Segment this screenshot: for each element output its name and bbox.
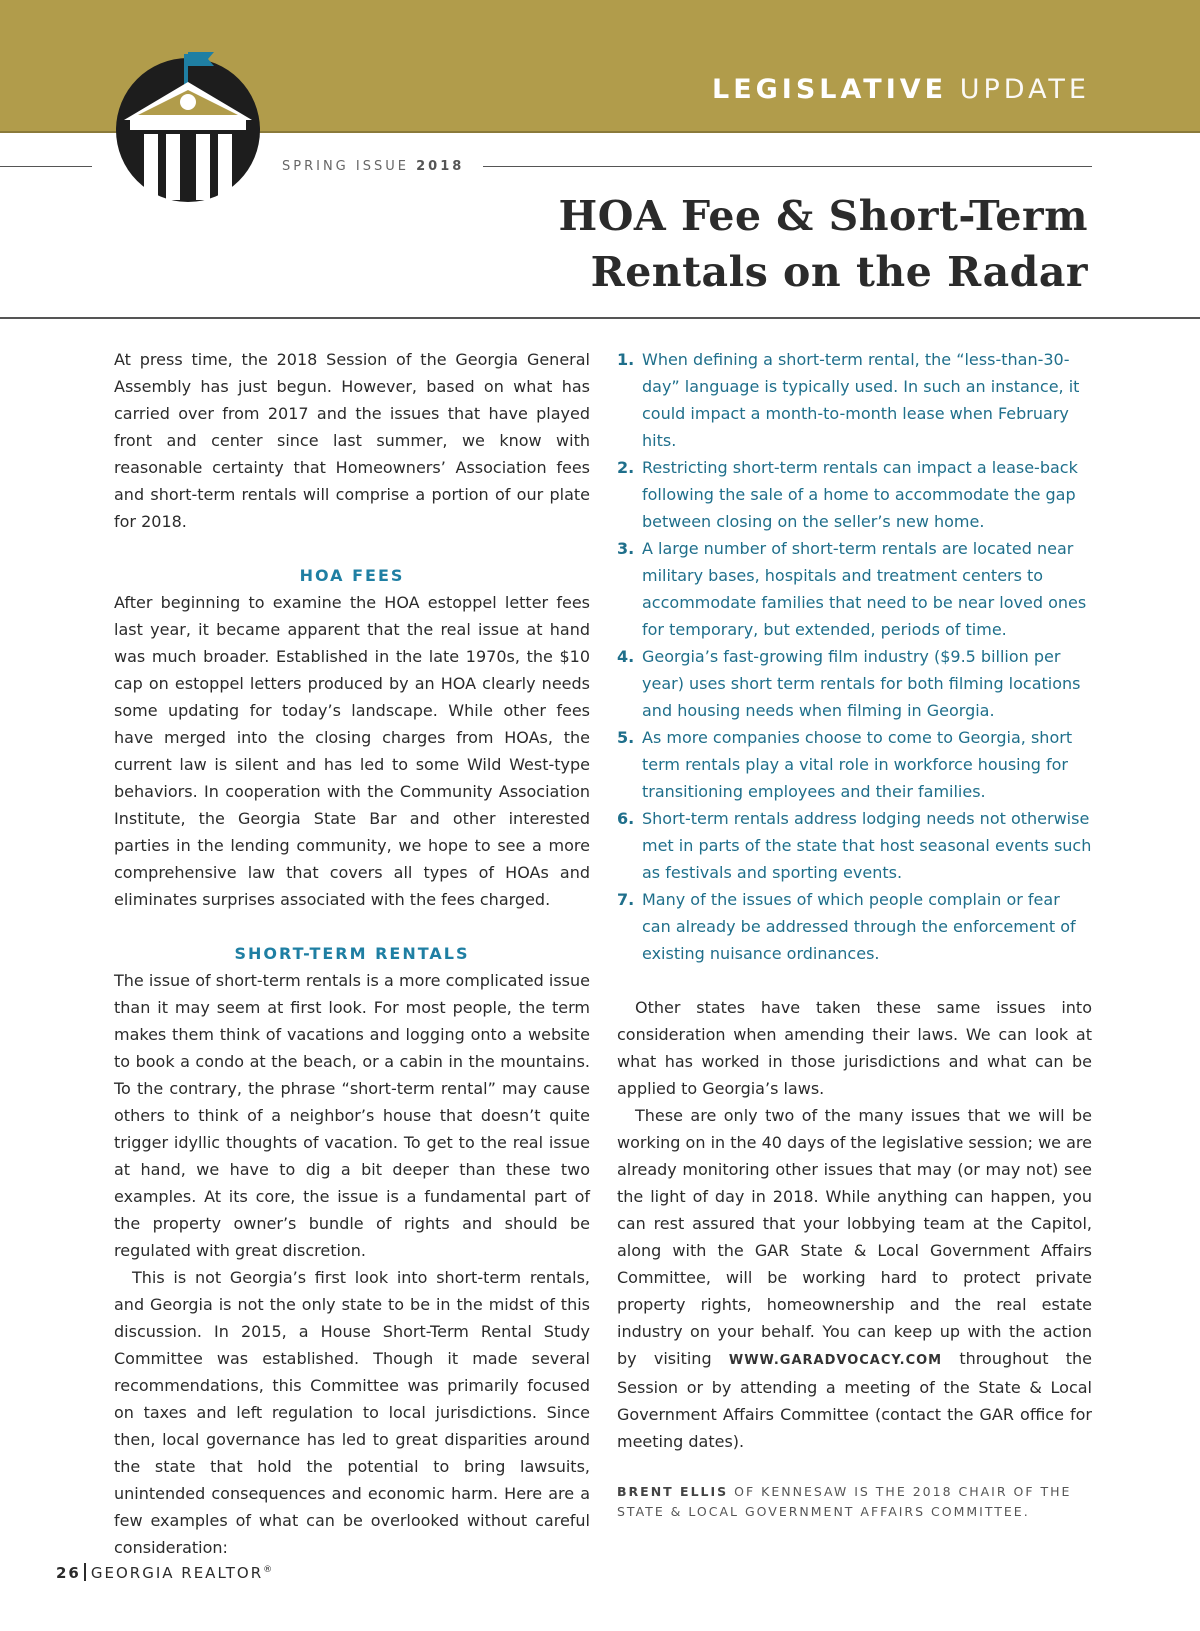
list-item-number: 1. xyxy=(617,350,635,369)
section-title-light: UPDATE xyxy=(959,74,1090,105)
intro-paragraph: At press time, the 2018 Session of the Georgia General Assembly has just begun. However, based on what has carried over from 2017 and the issues that have played front and center since last summer, we know with reasonable certainty that Homeowners’ Association fees and short-term rentals will comprise a portion of our plate for 2018. xyxy=(114,350,590,531)
left-column xyxy=(114,346,590,1561)
short-term-rentals-paragraph-2: This is not Georgia’s first look into short-term rentals, and Georgia is not the only state to be in the midst of this discussion. In 2015, a House Short-Term Rental Study Committee was established. Though it made several recommendations, this Committee was primarily focused on taxes and left regulation to local jurisdictions. Since then, local governance has led to great disparities around the state that hold the potential to bring lawsuits, unintended consequences and economic harm. Here are a few examples of what can be overlooked without careful consideration: xyxy=(114,1268,590,1557)
list-item xyxy=(617,454,1092,535)
author-bio xyxy=(617,1482,1092,1522)
issue-prefix: SPRING ISSUE xyxy=(282,159,409,174)
closing-text-after: throughout the Session or by attending a meeting of the State & Local Government Affairs Committee (contact the GAR office for meeting dates). xyxy=(617,1349,1092,1451)
list-item-number: 3. xyxy=(617,539,635,558)
hoa-fees-heading: HOA FEES xyxy=(299,566,405,585)
footer-divider xyxy=(84,1563,86,1581)
list-item xyxy=(617,643,1092,724)
article-title-line2: Rentals on the Radar xyxy=(590,248,1088,296)
capitol-logo-icon xyxy=(108,46,268,206)
list-item-number: 5. xyxy=(617,728,635,747)
closing-text-before: These are only two of the many issues that we will be working on in the 40 days of the legislative session; we are already monitoring other issues that may (or may not) see the light of day in 2018. While anything can happen, you can rest assured that your lobbying team at the Capitol, along with the GAR State & Local Government Affairs Committee, will be working hard to protect private property rights, homeownership and the real estate industry on your behalf. You can keep up with the action by visiting xyxy=(617,1106,1092,1368)
list-item xyxy=(617,886,1092,967)
right-column xyxy=(617,346,1092,1522)
issue-rule-right xyxy=(483,166,1092,167)
author-description: OF KENNESAW IS THE 2018 CHAIR OF THE STATE & LOCAL GOVERNMENT AFFAIRS COMMITTEE. xyxy=(617,1484,1072,1519)
list-item xyxy=(617,346,1092,454)
publication-name: GEORGIA REALTOR xyxy=(90,1564,264,1582)
list-item-number: 4. xyxy=(617,647,635,666)
list-item-text: Short-term rentals address lodging needs not otherwise met in parts of the state that host seasonal events such as festivals and sporting events. xyxy=(642,809,1092,882)
hoa-fees-paragraph: After beginning to examine the HOA estoppel letter fees last year, it became apparent that the real issue at hand was much broader. Established in the late 1970s, the $10 cap on estoppel letters produced by an HOA clearly needs some updating for today’s landscape. While other fees have merged into the closing charges from HOAs, the current law is silent and has led to some Wild West-type behaviors. In cooperation with the Community Association Institute, the Georgia State Bar and other interested parties in the lending community, we hope to see a more comprehensive law that covers all types of HOAs and eliminates surprises associated with the fees charged. xyxy=(114,593,590,909)
registered-mark: ® xyxy=(263,1565,275,1575)
list-item-text: Many of the issues of which people complain or fear can already be addressed through the enforcement of existing nuisance ordinances. xyxy=(642,890,1076,963)
page-footer xyxy=(56,1563,274,1582)
list-item xyxy=(617,724,1092,805)
short-term-rentals-heading: SHORT-TERM RENTALS xyxy=(234,944,470,963)
list-item-number: 7. xyxy=(617,890,635,909)
list-item-number: 2. xyxy=(617,458,635,477)
list-item-text: Restricting short-term rentals can impact a lease-back following the sale of a home to accommodate the gap between closing on the seller’s new home. xyxy=(642,458,1078,531)
section-title-bold: LEGISLATIVE xyxy=(712,74,948,105)
list-item-text: As more companies choose to come to Georgia, short term rentals play a vital role in workforce housing for transitioning employees and their families. xyxy=(642,728,1073,801)
author-name: BRENT ELLIS xyxy=(617,1484,729,1499)
list-item-text: A large number of short-term rentals are located near military bases, hospitals and treatment centers to accommodate families that need to be near loved ones for temporary, but extended, periods of time. xyxy=(642,539,1087,639)
website-link[interactable]: WWW.GARADVOCACY.COM xyxy=(728,1353,943,1368)
list-item-text: When defining a short-term rental, the “less-than-30-day” language is typically used. In such an instance, it could impact a month-to-month lease when February hits. xyxy=(642,350,1080,450)
examples-list xyxy=(617,346,1092,967)
list-item xyxy=(617,805,1092,886)
list-item-number: 6. xyxy=(617,809,635,828)
spacer xyxy=(617,967,1092,994)
page-number: 26 xyxy=(56,1564,81,1582)
list-item xyxy=(617,535,1092,643)
issue-year: 2018 xyxy=(416,159,465,174)
article-title xyxy=(388,188,1088,300)
issue-rule-left xyxy=(0,166,92,167)
other-states-paragraph: Other states have taken these same issues into consideration when amending their laws. We can look at what has worked in those jurisdictions and what can be applied to Georgia’s laws. xyxy=(617,998,1092,1098)
title-rule xyxy=(0,317,1200,319)
closing-paragraph xyxy=(617,1102,1092,1455)
article-title-line1: HOA Fee & Short-Term xyxy=(558,192,1088,240)
short-term-rentals-paragraph-1: The issue of short-term rentals is a more complicated issue than it may seem at first look. For most people, the term makes them think of vacations and logging onto a website to book a condo at the beach, or a cabin in the mountains. To the contrary, the phrase “short-term rental” may cause others to think of a neighbor’s house that doesn’t quite trigger idyllic thoughts of vacation. To get to the real issue at hand, we have to dig a bit deeper than these two examples. At its core, the issue is a fundamental part of the property owner’s bundle of rights and should be regulated with great discretion. xyxy=(114,971,590,1260)
issue-label xyxy=(282,159,464,174)
section-title xyxy=(712,74,1090,105)
list-item-text: Georgia’s fast-growing film industry ($9.5 billion per year) uses short term rentals for both filming locations and housing needs when filming in Georgia. xyxy=(642,647,1081,720)
